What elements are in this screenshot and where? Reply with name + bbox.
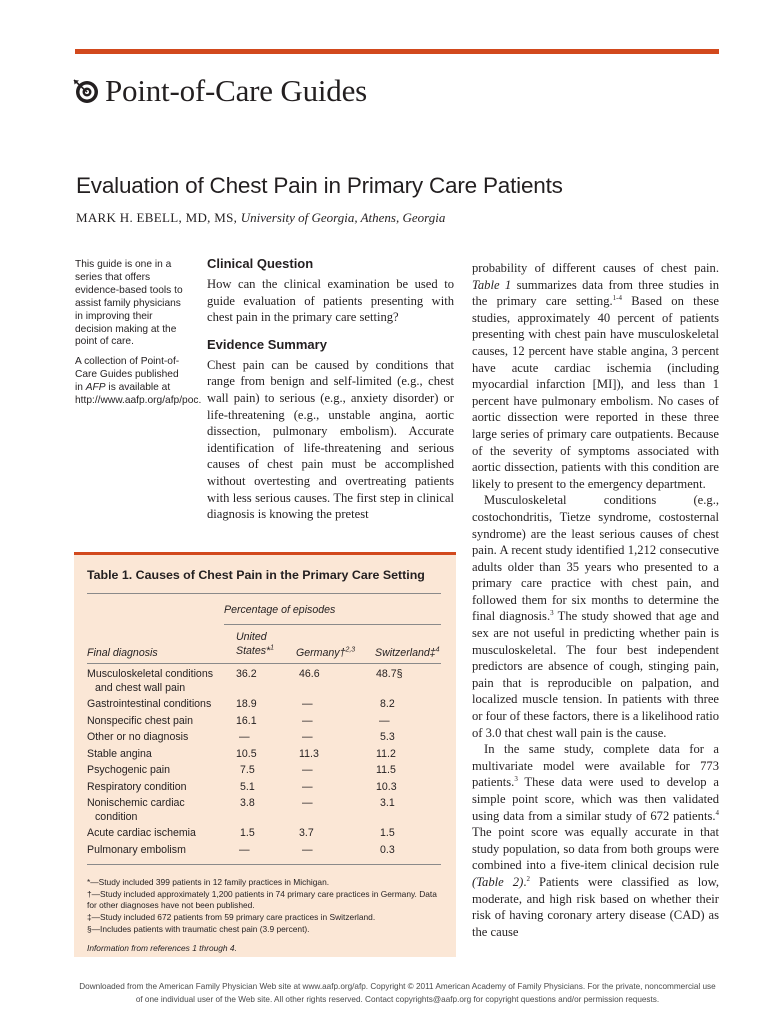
byline xyxy=(76,210,445,226)
cell-germany: — xyxy=(302,698,313,710)
cell-germany: 3.7 xyxy=(299,827,314,839)
cell-switzerland: 3.1 xyxy=(380,797,395,809)
sidebar-note xyxy=(75,259,202,415)
cell-switzerland: 0.3 xyxy=(380,843,395,856)
table-footnote: †—Study included approximately 1,200 patients in 74 primary care practices in Germany. Data for other diagnoses have not been published. xyxy=(87,888,437,911)
body-paragraph: probability of different causes of chest pain. Table 1 summarizes data from three studies in the primary care setting.$^{1-4}$ Based on these studies, approximately 40 percent of patients presenting with chest pain have musculoskeletal causes, 12 percent have stable angina, 3 percent have acute cardiac ischemia (including myocardial infarction [MI]), and less than 1 percent have pulmonary embolism. No cases of aortic dissection were reported in these three large series of primary care outpatients. Because of the severity of symptoms associated with aortic dissection, patients with this condition are likely to present to the emergency department. xyxy=(472,261,719,491)
cell-switzerland: 10.3 xyxy=(376,780,397,793)
cell-germany: — xyxy=(302,843,313,856)
cell-diagnosis: Nonspecific chest pain xyxy=(87,714,193,727)
cell-switzerland: 11.2 xyxy=(376,747,396,760)
bullseye-logo-icon xyxy=(72,76,102,106)
cell-germany: 11.3 xyxy=(299,747,319,760)
evidence-summary-text: Chest pain can be caused by conditions that range from benign and self-limited (e.g., chest wall pain) to serious (e.g., anxiety disorder) or life-threatening (e.g., unstable angina, aortic dissection, pulmonary embolism). Accurate identification of life-threatening and serious causes of chest pain must be accomplished without overtesting and overtreating patients with less serious causes. The first step in clinical diagnosis is knowing the pretest xyxy=(207,357,454,522)
body-paragraph: Musculoskeletal conditions (e.g., costochondritis, Tietze syndrome, costosternal syndrome) are the least serious causes of chest pain. A recent study identified 1,212 consecutive adults older than 35 years who presented to a primary care practice with chest pain, and followed them for six months to determine the final diagnosis.$^3$ The study showed that age and sex are not useful in predicting whether pain is musculoskeletal. The four best independent predictors are absence of cough, stinging pain, pain that is reproducible on palpation, and localized muscle tension. In patients with three or four of these factors, there is a likelihood ratio of 3.0 that chest wall pain is the cause. xyxy=(472,493,719,740)
table-footnote: *—Study included 399 patients in 12 family practices in Michigan. xyxy=(87,877,330,887)
cell-us: 7.5 xyxy=(240,764,255,776)
table-row xyxy=(87,668,441,698)
table-1 xyxy=(74,552,456,957)
table-footnote: ‡—Study included 672 patients from 59 primary care practices in Switzerland. xyxy=(87,912,376,923)
cell-switzerland: — xyxy=(379,714,390,727)
cell-us: 36.2 xyxy=(236,668,257,680)
table-footnote: §—Includes patients with traumatic chest pain (3.9 percent). xyxy=(87,923,310,934)
cell-us: — xyxy=(239,843,250,856)
table-row xyxy=(87,797,441,827)
cell-diagnosis: Other or no diagnosis xyxy=(87,731,189,743)
table-row xyxy=(87,764,441,781)
cell-germany: — xyxy=(302,714,313,727)
column-three xyxy=(472,260,719,940)
column-header-switzerland: Switzerland‡$^4$ xyxy=(375,646,440,659)
cell-germany: — xyxy=(302,764,313,776)
cell-diagnosis: Psychogenic pain xyxy=(87,764,171,776)
table-row xyxy=(87,731,441,748)
table-row xyxy=(87,844,441,861)
cell-us: 16.1 xyxy=(236,714,257,727)
body-paragraph: In the same study, complete data for a multivariate model were available for 773 patients.$^3$ These data were used to develop a simple point score, which was then validated using data from a similar study of 672 patients.$^4$ The point score was equally accurate in that study population, so data from both groups were combined into a five-item clinical decision rule (Table 2).$^2$ Patients were classified as low, moderate, and high risk based on whether their risk of having coronary artery disease (CAD) as the cause xyxy=(472,742,720,939)
cell-us: — xyxy=(239,731,250,743)
cell-germany: — xyxy=(302,780,313,793)
cell-diagnosis: Gastrointestinal conditions xyxy=(87,698,212,710)
table-title: Table 1. Causes of Chest Pain in the Primary Care Setting xyxy=(87,568,425,582)
table-row xyxy=(87,748,441,765)
table-row xyxy=(87,827,441,844)
cell-us: 5.1 xyxy=(240,780,255,793)
clinical-question-heading: Clinical Question xyxy=(207,256,314,271)
page-footer xyxy=(75,981,720,1006)
column-two xyxy=(207,255,454,523)
cell-diagnosis: Acute cardiac ischemia xyxy=(87,827,196,839)
cell-diagnosis: Stable angina xyxy=(87,747,152,760)
sidebar-paragraph: A collection of Point-of-Care Guides published in AFP is available at http://www.aafp.org/afp/poc. xyxy=(75,356,202,407)
cell-diagnosis: Pulmonary embolism xyxy=(87,843,186,856)
table-rows xyxy=(87,668,441,860)
table-row xyxy=(87,781,441,798)
author-name: MARK H. EBELL, MD, MS, xyxy=(76,210,241,225)
cell-diagnosis: Respiratory condition xyxy=(87,780,187,793)
cell-switzerland: 5.3 xyxy=(380,731,395,743)
author-affiliation: University of Georgia, Athens, Georgia xyxy=(240,210,446,225)
table-row xyxy=(87,715,441,732)
table-footnotes xyxy=(87,877,447,954)
cell-switzerland: 11.5 xyxy=(376,764,396,776)
table-row xyxy=(87,698,441,715)
evidence-summary-heading: Evidence Summary xyxy=(207,336,327,352)
top-accent-rule xyxy=(75,49,719,54)
column-header-germany: Germany†$^{2,3}$ xyxy=(296,646,356,659)
cell-germany: — xyxy=(302,797,313,809)
footer-line: of one individual user of the Web site. All other rights reserved. Contact copyrights@aafp.org for copyright questions and/or permission requests. xyxy=(135,994,660,1004)
column-header-us: United States*$^1$ xyxy=(236,631,275,657)
article-title: Evaluation of Chest Pain in Primary Care Patients xyxy=(76,173,563,198)
table-group-header: Percentage of episodes xyxy=(224,604,336,616)
cell-germany: — xyxy=(302,731,313,743)
cell-diagnosis: Nonischemic cardiac condition xyxy=(87,797,185,823)
cell-us: 18.9 xyxy=(236,698,257,710)
cell-us: 10.5 xyxy=(236,747,257,760)
cell-switzerland: 1.5 xyxy=(380,827,395,839)
footer-line: Downloaded from the American Family Physician Web site at www.aafp.org/afp. Copyright © 2011 American Academy of Family Physicians. For the private, noncommercial use xyxy=(79,982,716,991)
table-reference: Information from references 1 through 4. xyxy=(87,942,237,953)
cell-switzerland: 48.7§ xyxy=(376,668,403,680)
sidebar-paragraph: This guide is one in a series that offers evidence-based tools to assist family physicians in improving their decision making at the point of care. xyxy=(75,259,183,348)
cell-us: 3.8 xyxy=(240,797,255,809)
cell-diagnosis: Musculoskeletal conditions and chest wall pain xyxy=(87,668,214,694)
cell-germany: 46.6 xyxy=(299,668,320,680)
masthead xyxy=(72,72,367,110)
table-body xyxy=(87,593,441,865)
column-header-diagnosis: Final diagnosis xyxy=(87,647,158,659)
section-title: Point-of-Care Guides xyxy=(105,73,368,108)
cell-switzerland: 8.2 xyxy=(380,698,395,710)
table-column-headers xyxy=(87,625,441,663)
cell-us: 1.5 xyxy=(240,827,255,839)
clinical-question-text: How can the clinical examination be used to guide evaluation of patients presenting with chest pain in the primary care setting? xyxy=(207,277,454,325)
